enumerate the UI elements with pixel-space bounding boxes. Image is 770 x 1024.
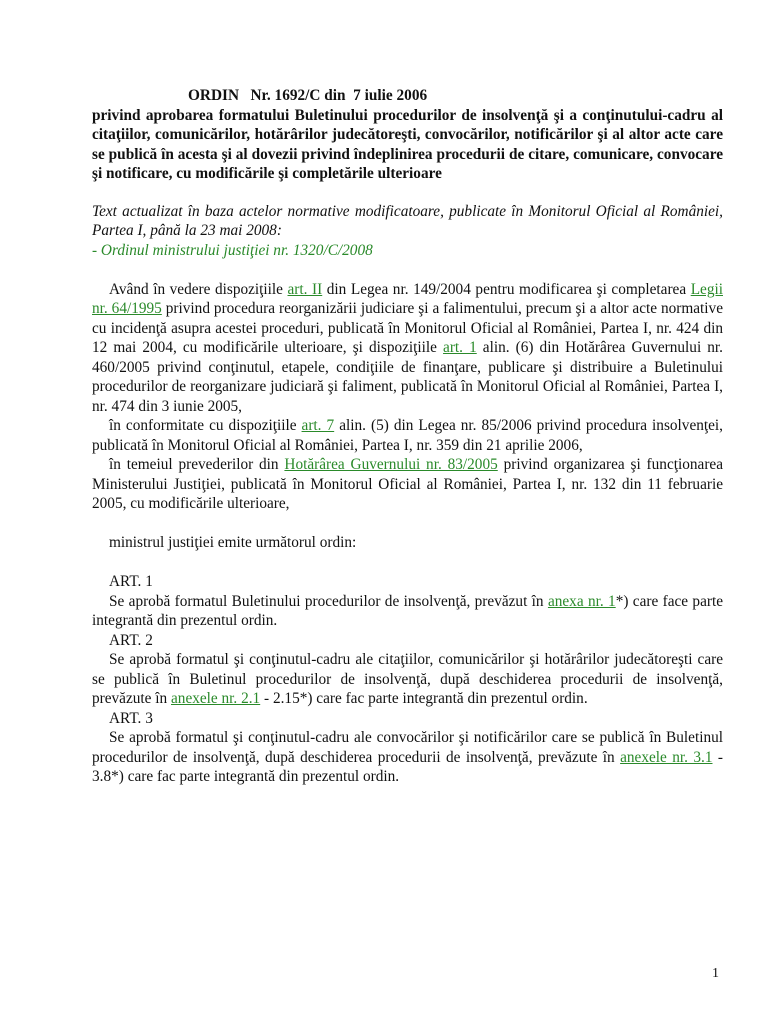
article-3-heading: ART. 3 — [109, 709, 153, 727]
preamble-paragraph-3: în temeiul prevederilor din Hotărârea Guvernului nr. 83/2005 privind organizarea şi funcţionarea Ministerului Justiţiei, publicată în Monitorul Oficial al României, Partea I, nr. 132 din 11 februarie 2005, cu modificările ulterioare, — [92, 456, 723, 512]
preamble-paragraph-2: în conformitate cu dispoziţiile art. 7 alin. (5) din Legea nr. 85/2006 privind procedura insolvenţei, publicată în Monitorul Oficial al României, Partea I, nr. 359 din 21 aprilie 2006, — [92, 417, 723, 454]
emits-statement: ministrul justiţiei emite următorul ordin: — [109, 534, 357, 551]
link-hg-83-2005[interactable]: Hotărârea Guvernului nr. 83/2005 — [284, 456, 498, 473]
article-2-heading: ART. 2 — [109, 631, 153, 649]
preamble-paragraph-1: Având în vedere dispoziţiile art. II din Legea nr. 149/2004 pentru modificarea şi completarea Legii nr. 64/1995 privind procedura reorganizării judiciare şi a falimentului, precum şi a altor acte normative cu incidenţă asupra acestei proceduri, publicată în Monitorul Oficial al României, Partea I, nr. 424 din 12 mai 2004, cu modificările ulterioare, şi dispoziţiile art. 1 alin. (6) din Hotărârea Guvernului nr. 460/2005 privind conţinutul, etapele, condiţiile de finanţare, publicare şi distribuire a Buletinului procedurilor de reorganizare judiciară şi faliment, publicată în Monitorul Oficial al României, Partea I, nr. 474 din 3 iunie 2005, — [92, 280, 724, 415]
update-note — [92, 202, 723, 261]
article-3-text: Se aprobă formatul şi conţinutul-cadru ale convocărilor şi notificărilor care se publică în Buletinul procedurilor de insolvenţă, după deschiderea procedurii de insolvenţă, prevăzute în anexele nr. 3.1 - 3.8*) care fac parte integrantă din prezentul ordin. — [92, 729, 723, 785]
link-anexa-1[interactable]: anexa nr. 1 — [547, 592, 616, 610]
article-1-heading: ART. 1 — [109, 573, 153, 590]
order-title: ORDIN Nr. 1692/C din 7 iulie 2006 — [188, 87, 428, 104]
update-note-text: Text actualizat în baza actelor normative modificatoare, publicate în Monitorul Oficial al României, Partea I, până la 23 mai 2008: — [92, 202, 723, 239]
link-art-ii[interactable]: art. II — [287, 280, 323, 298]
link-legea-64-1995[interactable]: Legii nr. 64/1995 — [92, 280, 723, 317]
link-art-1[interactable]: art. 1 — [443, 339, 477, 356]
update-note-item: - Ordinul ministrului justiţiei nr. 1320/C/2008 — [92, 241, 373, 259]
article-2-text: Se aprobă formatul şi conţinutul-cadru ale citaţiilor, comunicărilor şi hotărârilor judecătoreşti care se publică în Buletinul procedurilor de insolvenţă, după deschiderea procedurii de insolvenţă, prevăzute în anexele nr. 2.1 - 2.15*) care fac parte integrantă din prezentul ordin. — [92, 651, 723, 707]
link-anexele-2-1[interactable]: anexele nr. 2.1 — [171, 690, 261, 707]
order-subtitle: privind aprobarea formatului Buletinului procedurilor de insolvenţă şi a conţinutului-cadru al citaţiilor, comunicărilor, hotărârilor judecătoreşti, convocărilor, notificărilor şi al altor acte care se publică în acesta şi al dovezii privind îndeplinirea procedurii de citare, comunicare, convocare şi notificare, cu modificările şi completările ulterioare — [92, 106, 723, 182]
document-page — [92, 86, 723, 787]
link-anexele-3-1[interactable]: anexele nr. 3.1 — [620, 748, 713, 766]
page-number: 1 — [712, 966, 719, 981]
article-1-text: Se aprobă formatul Buletinului procedurilor de insolvenţă, prevăzut în anexa nr. 1*) care face parte integrantă din prezentul ordin. — [92, 592, 723, 629]
link-art-7[interactable]: art. 7 — [301, 417, 335, 434]
